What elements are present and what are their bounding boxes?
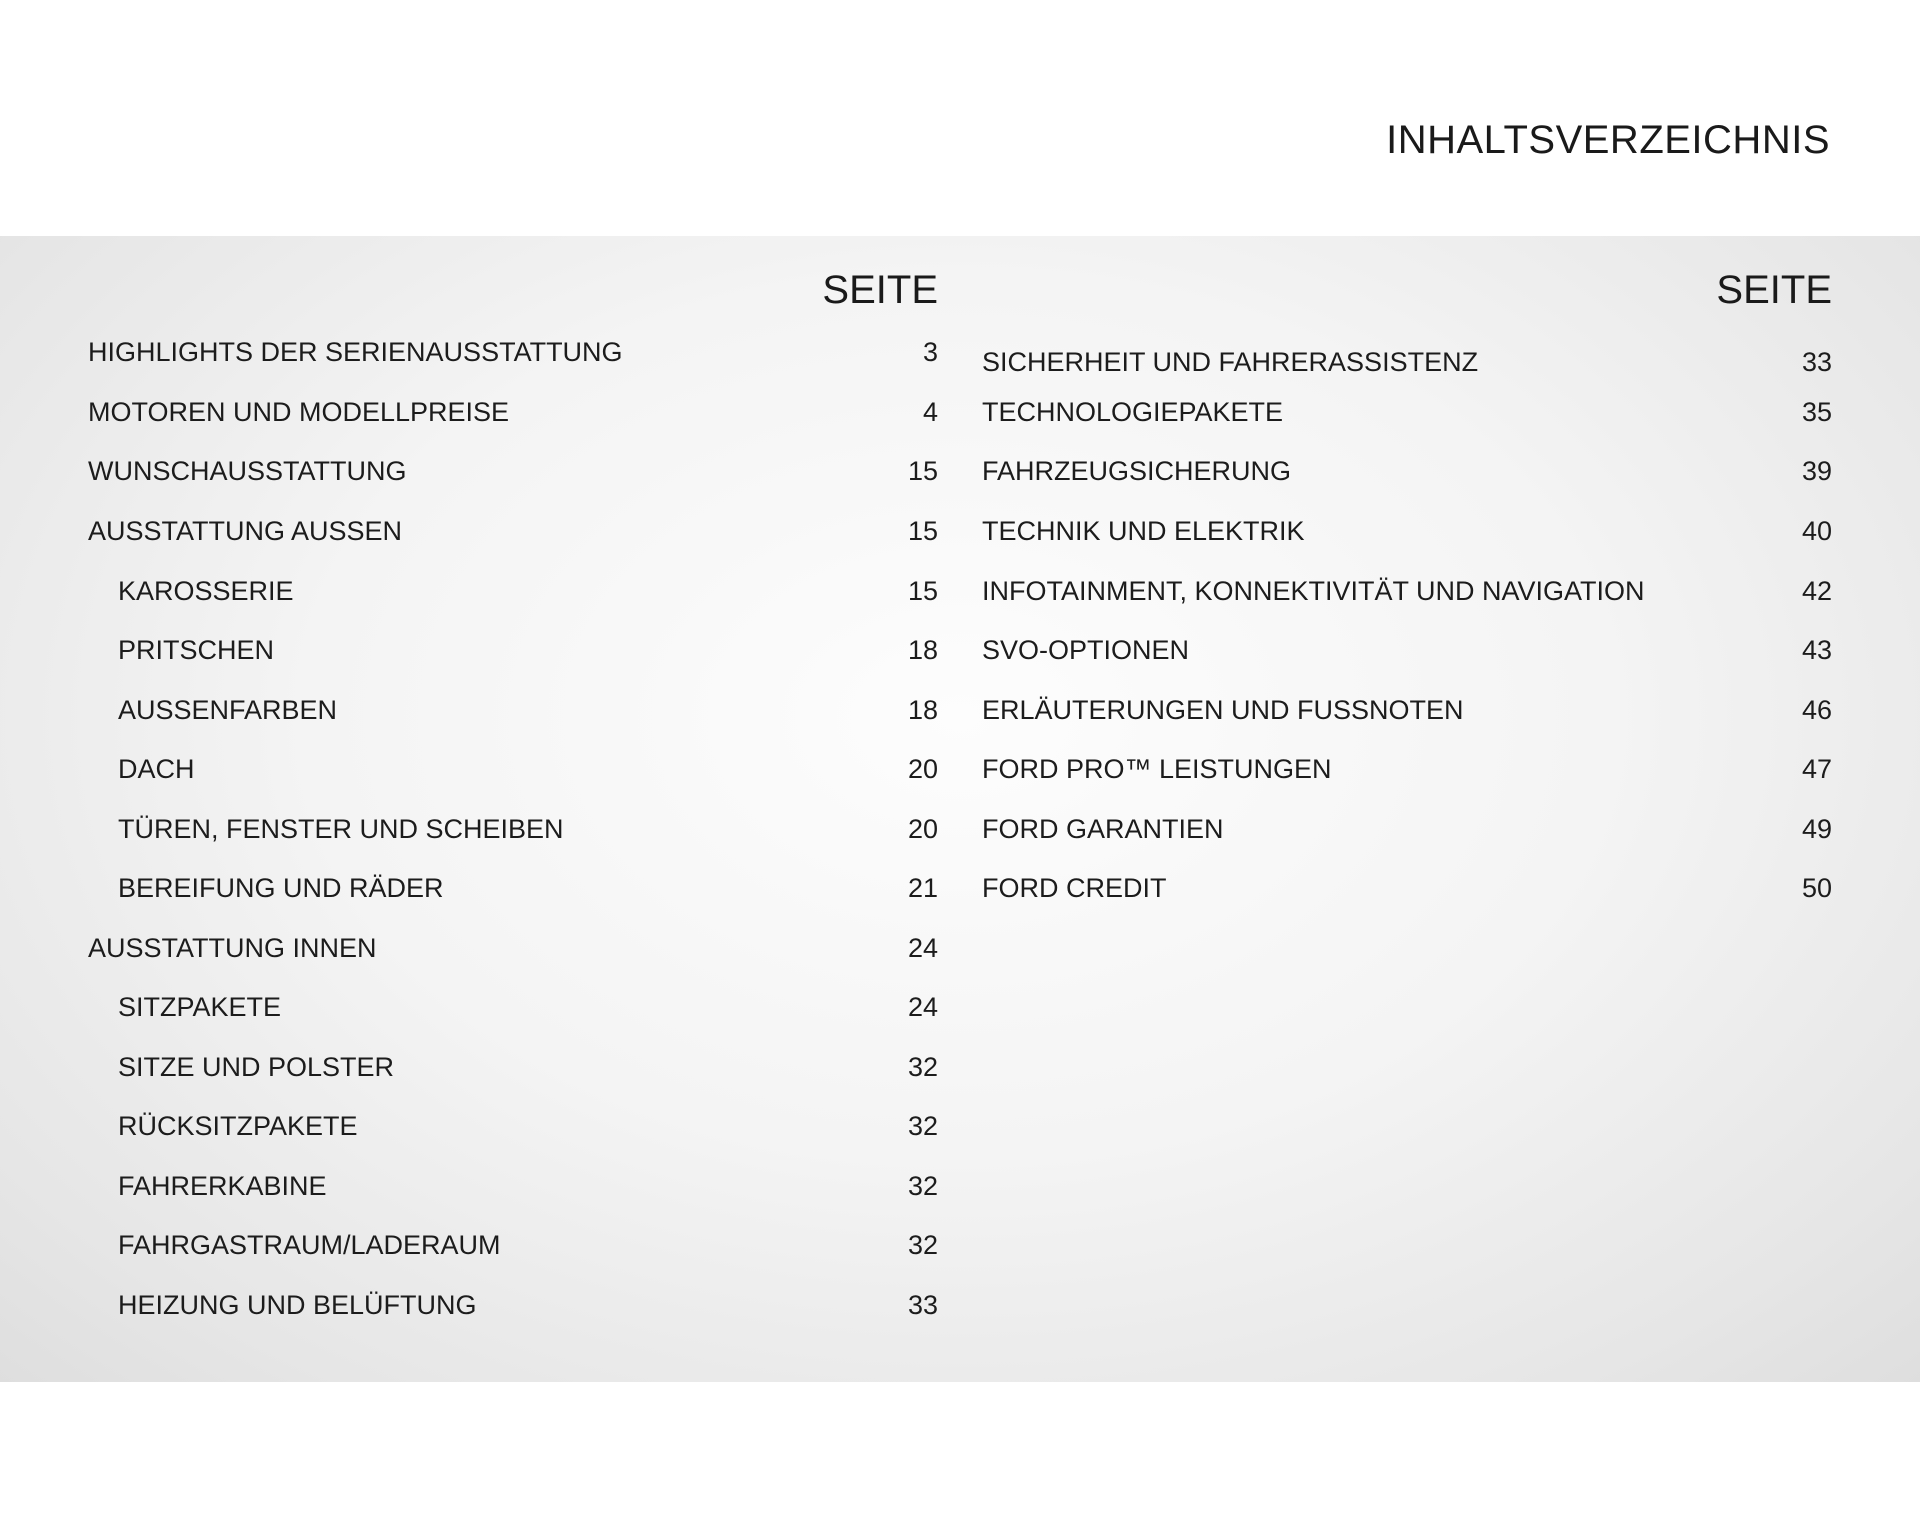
toc-entry[interactable]: [982, 394, 1832, 430]
toc-entry-page: 33: [907, 1290, 938, 1320]
toc-entry-page: 21: [907, 873, 938, 903]
toc-entry-label: TECHNOLOGIEPAKETE: [982, 397, 1284, 427]
toc-subentry[interactable]: [88, 573, 938, 609]
toc-entry-label: WUNSCHAUSSTATTUNG: [88, 456, 407, 486]
toc-entry[interactable]: [88, 513, 938, 549]
toc-entry-page: 18: [907, 695, 938, 725]
toc-entry-label: RÜCKSITZPAKETE: [118, 1111, 358, 1141]
toc-entry[interactable]: [982, 751, 1832, 787]
toc-subentry[interactable]: [88, 1108, 938, 1144]
toc-entry-label: AUSSENFARBEN: [118, 695, 338, 725]
toc-subentry[interactable]: [88, 632, 938, 668]
toc-subentry[interactable]: [88, 1227, 938, 1263]
toc-subentry[interactable]: [88, 870, 938, 906]
toc-subentry[interactable]: [88, 1049, 938, 1085]
toc-entry-label: HEIZUNG UND BELÜFTUNG: [118, 1290, 477, 1320]
toc-entry-page: 42: [1801, 576, 1832, 606]
toc-entry-label: BEREIFUNG UND RÄDER: [118, 873, 444, 903]
toc-entry-page: 46: [1801, 695, 1832, 725]
toc-entry[interactable]: [88, 930, 938, 966]
toc-entry-label: TÜREN, FENSTER UND SCHEIBEN: [118, 814, 564, 844]
page-column-header: SEITE: [822, 268, 938, 312]
toc-entry-label: KAROSSERIE: [118, 576, 294, 606]
toc-entry[interactable]: [982, 632, 1832, 668]
toc-entry[interactable]: [982, 513, 1832, 549]
toc-entry-page: 24: [907, 933, 938, 963]
toc-entry[interactable]: [982, 811, 1832, 847]
toc-entry-page: 20: [907, 754, 938, 784]
toc-entry-page: 20: [907, 814, 938, 844]
page-title: INHALTSVERZEICHNIS: [1386, 118, 1830, 162]
toc-entry[interactable]: [982, 453, 1832, 489]
toc-entry-label: SVO-OPTIONEN: [982, 635, 1190, 665]
toc-entry-page: 32: [907, 1171, 938, 1201]
toc-entry-page: 33: [1801, 347, 1832, 377]
toc-entry-label: SITZPAKETE: [118, 992, 282, 1022]
toc-entry-page: 3: [922, 337, 938, 367]
toc-subentry[interactable]: [88, 692, 938, 728]
toc-entry-page: 18: [907, 635, 938, 665]
toc-entry[interactable]: [982, 870, 1832, 906]
toc-subentry[interactable]: [88, 811, 938, 847]
toc-entry-page: 39: [1801, 456, 1832, 486]
toc-entry[interactable]: [88, 334, 938, 370]
toc-entry-label: SITZE UND POLSTER: [118, 1052, 395, 1082]
toc-entry[interactable]: [88, 394, 938, 430]
toc-entry-label: AUSSTATTUNG INNEN: [88, 933, 377, 963]
toc-subentry[interactable]: [88, 989, 938, 1025]
toc-entry-page: 47: [1801, 754, 1832, 784]
toc-entry-label: FORD GARANTIEN: [982, 814, 1224, 844]
toc-entry[interactable]: [88, 453, 938, 489]
toc-subentry[interactable]: [88, 1287, 938, 1323]
toc-entry-page: 4: [922, 397, 938, 427]
toc-subentry[interactable]: [88, 751, 938, 787]
toc-entry-label: DACH: [118, 754, 195, 784]
toc-entry[interactable]: [982, 692, 1832, 728]
toc-entry-label: FORD CREDIT: [982, 873, 1167, 903]
toc-entry[interactable]: [982, 573, 1832, 609]
toc-entry-label: PRITSCHEN: [118, 635, 275, 665]
toc-entry-label: MOTOREN UND MODELLPREISE: [88, 397, 510, 427]
toc-entry-page: 24: [907, 992, 938, 1022]
page-column-header: SEITE: [1716, 268, 1832, 312]
toc-entry-page: 15: [907, 576, 938, 606]
toc-entry-page: 32: [907, 1230, 938, 1260]
toc-entry-page: 49: [1801, 814, 1832, 844]
toc-entry-label: FORD PRO™ LEISTUNGEN: [982, 754, 1332, 784]
toc-entry-label: FAHRGASTRAUM/LADERAUM: [118, 1230, 501, 1260]
toc-entry-page: 43: [1801, 635, 1832, 665]
toc-entry-page: 32: [907, 1052, 938, 1082]
toc-entry-page: 32: [907, 1111, 938, 1141]
toc-entry-label: ERLÄUTERUNGEN UND FUSSNOTEN: [982, 695, 1464, 725]
toc-entry-label: AUSSTATTUNG AUSSEN: [88, 516, 403, 546]
toc-entry-page: 15: [907, 516, 938, 546]
toc-entry-page: 15: [907, 456, 938, 486]
toc-panel: [0, 236, 1920, 1382]
toc-entry-label: TECHNIK UND ELEKTRIK: [982, 516, 1305, 546]
toc-entry-label: SICHERHEIT UND FAHRERASSISTENZ: [982, 347, 1479, 377]
toc-entry-page: 50: [1801, 873, 1832, 903]
toc-entry[interactable]: [982, 344, 1832, 380]
toc-entry-label: INFOTAINMENT, KONNEKTIVITÄT UND NAVIGATION: [982, 576, 1645, 606]
toc-entry-label: FAHRZEUGSICHERUNG: [982, 456, 1292, 486]
toc-entry-label: HIGHLIGHTS DER SERIENAUSSTATTUNG: [88, 337, 623, 367]
toc-entry-page: 35: [1801, 397, 1832, 427]
toc-entry-label: FAHRERKABINE: [118, 1171, 327, 1201]
toc-subentry[interactable]: [88, 1168, 938, 1204]
toc-entry-page: 40: [1801, 516, 1832, 546]
